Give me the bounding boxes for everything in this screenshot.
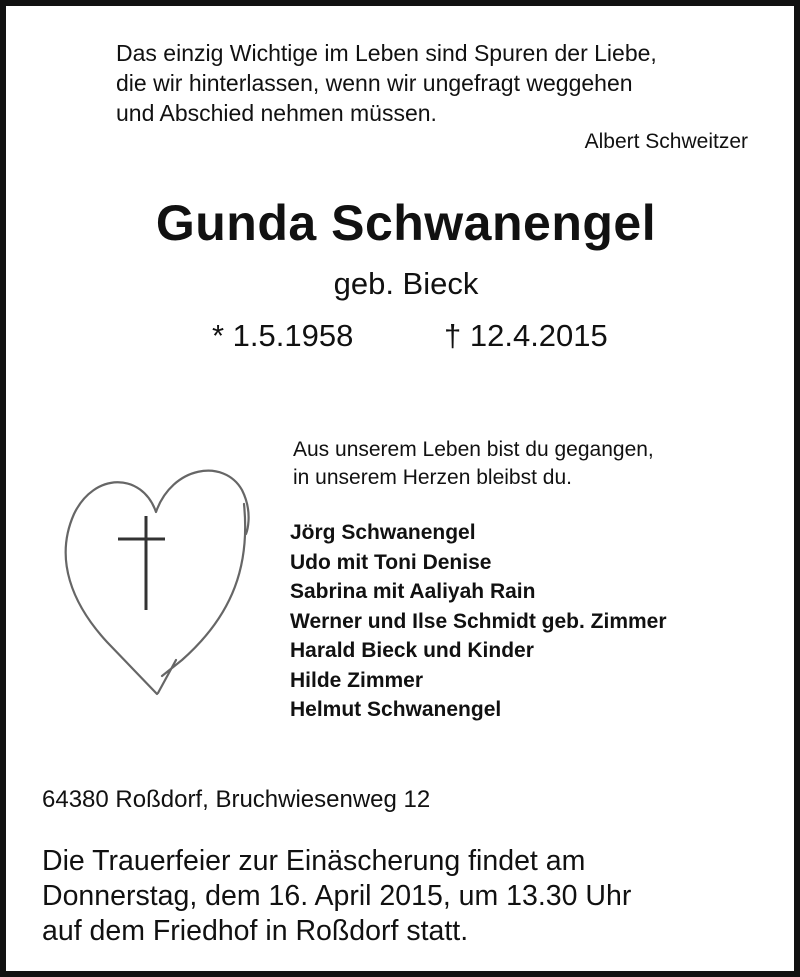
verse-line: Aus unserem Leben bist du gegangen, bbox=[293, 438, 654, 461]
quote-line: die wir hinterlassen, wenn wir ungefragt weggehen bbox=[116, 70, 633, 96]
quote-author: Albert Schweitzer bbox=[584, 130, 748, 153]
mourner-name: Sabrina mit Aaliyah Rain bbox=[290, 580, 536, 603]
mourner-name: Hilde Zimmer bbox=[290, 668, 424, 692]
mourner-name: Werner und Ilse Schmidt geb. Zimmer bbox=[290, 609, 667, 633]
mourner-name: Helmut Schwanengel bbox=[290, 698, 502, 721]
service-line: Donnerstag, dem 16. April 2015, um 13.30 Uhr bbox=[42, 880, 632, 912]
deceased-name: Gunda Schwanengel bbox=[155, 195, 657, 251]
quote-block bbox=[116, 38, 657, 128]
mourners-list bbox=[290, 518, 667, 725]
mourner-name: Udo mit Toni Denise bbox=[290, 550, 492, 574]
heart-outline bbox=[66, 471, 249, 694]
death-date: † 12.4.2015 bbox=[444, 318, 608, 353]
mourner-name: Harald Bieck und Kinder bbox=[290, 639, 534, 662]
service-line: Die Trauerfeier zur Einäscherung findet am bbox=[42, 845, 586, 877]
birth-date: * 1.5.1958 bbox=[212, 318, 354, 353]
heart-with-cross-icon bbox=[64, 464, 254, 704]
address: 64380 Roßdorf, Bruchwiesenweg 12 bbox=[42, 786, 431, 813]
verse-block bbox=[293, 436, 654, 492]
quote-line: und Abschied nehmen müssen. bbox=[116, 100, 437, 126]
quote-line: Das einzig Wichtige im Leben sind Spuren der Liebe, bbox=[116, 40, 657, 66]
mourner-name: Jörg Schwanengel bbox=[290, 521, 476, 544]
service-info bbox=[42, 844, 631, 949]
service-line: auf dem Friedhof in Roßdorf statt. bbox=[42, 915, 469, 947]
verse-line: in unserem Herzen bleibst du. bbox=[293, 466, 572, 489]
maiden-name: geb. Bieck bbox=[333, 266, 479, 301]
